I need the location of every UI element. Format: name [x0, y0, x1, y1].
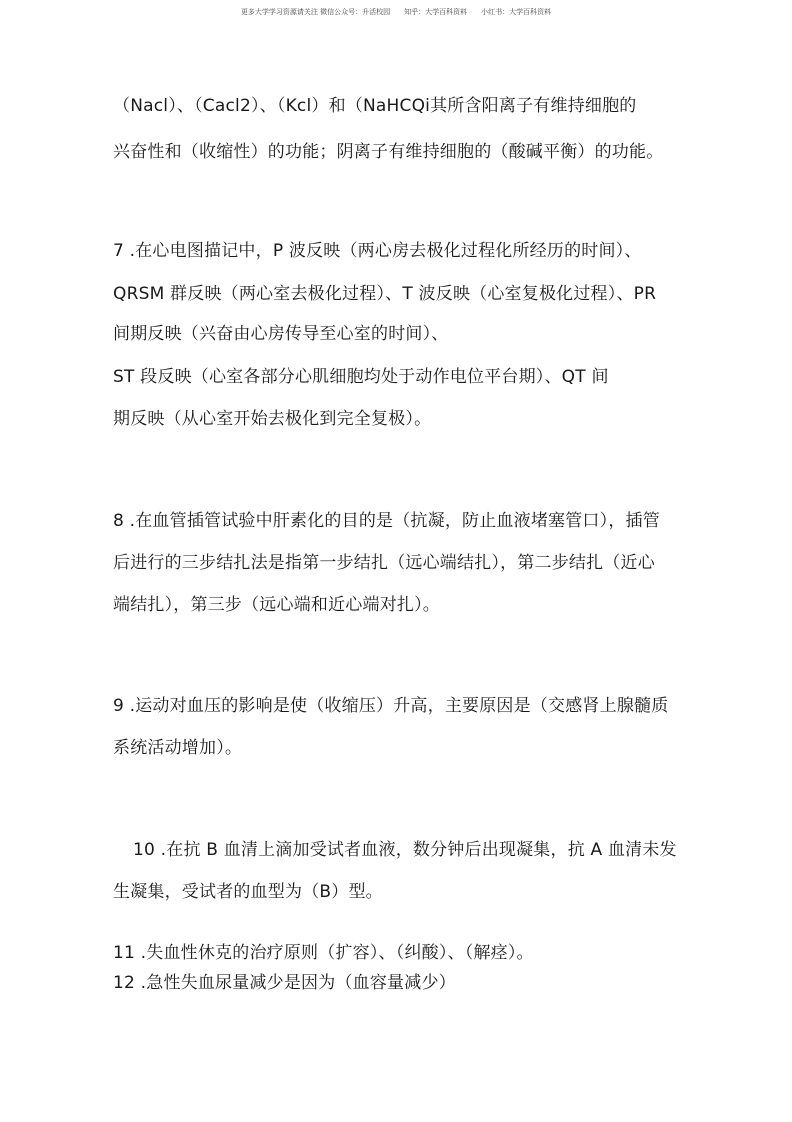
text-line-q8-1: 8 .在血管插管试验中肝素化的目的是（抗凝，防止血液堵塞管口），插管	[113, 511, 660, 531]
text-line-q10-1: 10 .在抗 B 血清上滴加受试者血液，数分钟后出现凝集，抗 A 血清未发	[133, 840, 677, 860]
text-line-q7-2: QRSM 群反映（两心室去极化过程）、T 波反映（心室复极化过程）、PR	[113, 284, 657, 304]
text-line-q11: 11 .失血性休克的治疗原则（扩容）、（纠酸）、（解痉）。	[113, 943, 534, 963]
text-line-q7-3: 间期反映（兴奋由心房传导至心室的时间）、	[113, 324, 449, 344]
page-header-banner: 更多大学学习资源请关注 微信公众号：升活校园 知乎：大学百科资料 小红书：大学百科资料	[240, 8, 552, 16]
text-line-q8-3: 端结扎），第三步（远心端和近心端对扎）。	[113, 595, 440, 615]
text-line-q9-1: 9 .运动对血压的影响是使（收缩压）升高，主要原因是（交感肾上腺髓质	[113, 696, 669, 716]
text-line-electrolytes-1: （Nacl）、（Cacl2）、（Kcl）和（NaHCQi其所含阳离子有维持细胞的	[113, 96, 637, 116]
text-line-q9-2: 系统活动增加）。	[113, 738, 243, 758]
text-line-q7-4: ST 段反映（心室各部分心肌细胞均处于动作电位平台期）、QT 间	[113, 367, 609, 387]
text-line-electrolytes-2: 兴奋性和（收缩性）的功能；阴离子有维持细胞的（酸碱平衡）的功能。	[113, 142, 664, 162]
text-line-q10-2: 生凝集，受试者的血型为（B）型。	[113, 882, 383, 902]
text-line-q7-5: 期反映（从心室开始去极化到完全复极）。	[113, 409, 432, 429]
text-line-q12: 12 .急性失血尿量减少是因为（血容量减少）	[113, 973, 456, 993]
text-line-q8-2: 后进行的三步结扎法是指第一步结扎（远心端结扎），第二步结扎（近心	[113, 553, 655, 573]
text-line-q7-1: 7 .在心电图描记中，P 波反映（两心房去极化过程化所经历的时间）、	[113, 241, 642, 261]
